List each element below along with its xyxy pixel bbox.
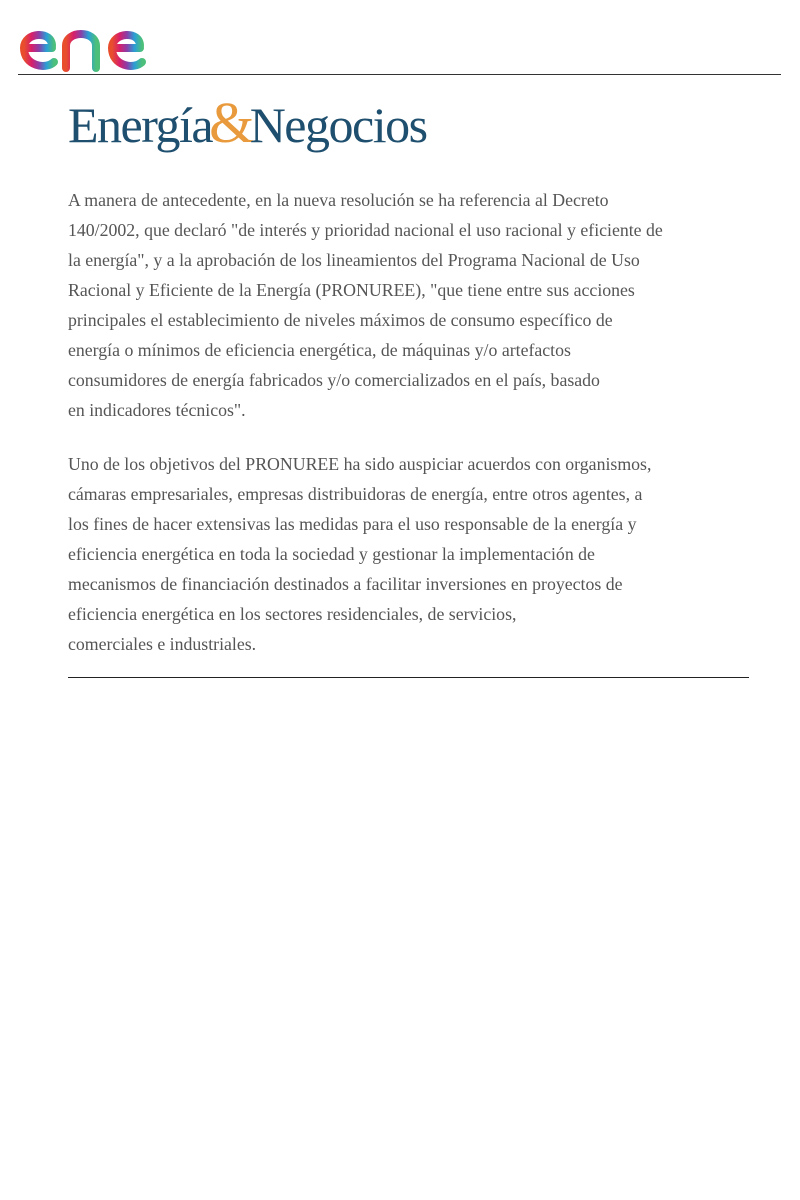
article-paragraph: A manera de antecedente, en la nueva resolución se ha referencia al Decreto 140/2002, que declaró "de interés y prioridad nacional el uso racional y eficiente de la energía", y a la aprobación de los lineamientos del Programa Nacional de Uso Racional y Eficiente de la Energía (PRONUREE), "que tiene entre sus acciones principales el establecimiento de niveles máximos de consumo específico de energía o mínimos de eficiencia energética, de máquinas y/o artefactos consumidores de energía fabricados y/o comercializados en el país, basado en indicadores técnicos".	[68, 190, 663, 420]
article-body	[68, 185, 758, 683]
masthead-negocios: Negocios	[249, 97, 427, 153]
header-divider	[18, 74, 781, 75]
enel-logo[interactable]	[18, 4, 194, 72]
page-header	[0, 0, 800, 76]
masthead-ampersand: &	[209, 90, 253, 155]
publication-masthead[interactable]	[68, 90, 427, 160]
article-end-divider	[68, 677, 749, 678]
masthead-energia: Energía	[68, 97, 213, 153]
article-paragraph: Uno de los objetivos del PRONUREE ha sido auspiciar acuerdos con organismos, cámaras empresariales, empresas distribuidoras de energía, entre otros agentes, a los fines de hacer extensivas las medidas para el uso responsable de la energía y eficiencia energética en toda la sociedad y gestionar la implementación de mecanismos de financiación destinados a facilitar inversiones en proyectos de eficiencia energética en los sectores residenciales, de servicios, comerciales e industriales.	[68, 454, 652, 654]
